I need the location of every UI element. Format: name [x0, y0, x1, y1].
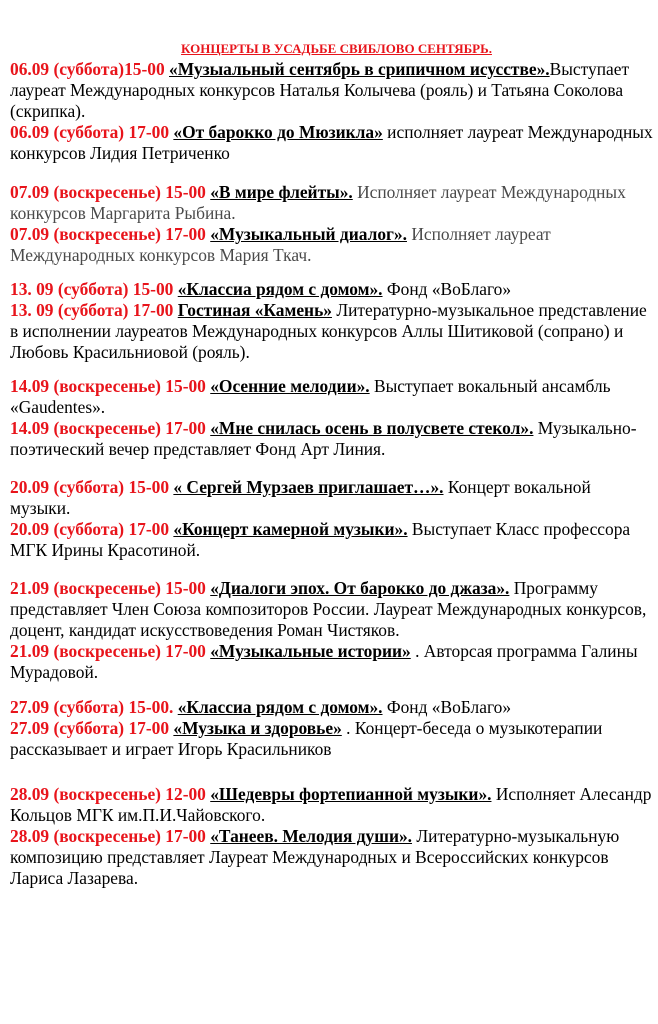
concert-description: Концерт вокальной музыки.	[10, 477, 591, 518]
concert-entry	[10, 784, 655, 826]
concert-title: «Музыка и здоровье»	[173, 718, 342, 738]
concert-description: Фонд «ВоБлаго»	[382, 697, 512, 717]
concert-description: Литературно-музыкальную композицию представляет Лауреат Международных и Всероссийских конкурсов Лариса Лазарева.	[10, 826, 620, 888]
concert-title: «В мире флейты».	[210, 182, 353, 202]
concert-entry	[10, 300, 655, 363]
concert-description: . Концерт-беседа о музыкотерапии рассказывает и играет Игорь Красильников	[10, 718, 603, 759]
concert-title: « Сергей Мурзаев приглашает…».	[173, 477, 444, 497]
concert-title: «Диалоги эпох. От барокко до джаза».	[210, 578, 510, 598]
concert-date: 21.09 (воскресенье) 15-00	[10, 578, 206, 598]
concert-date: 20.09 (суббота) 17-00	[10, 519, 170, 539]
concert-day-group	[10, 279, 655, 363]
concert-date: 21.09 (воскресенье) 17-00	[10, 641, 206, 661]
concert-title: «Танеев. Мелодия души».	[210, 826, 413, 846]
concert-day-group	[10, 182, 655, 266]
concert-description: Музыкально-поэтический вечер представляет Фонд Арт Линия.	[10, 418, 637, 459]
separator: .	[169, 697, 178, 717]
schedule-list	[10, 59, 655, 889]
concert-description: . Авторсая программа Галины Мурадовой.	[10, 641, 638, 682]
concert-date: 13. 09 (суббота) 17-00	[10, 300, 174, 320]
concert-description: Исполняет лауреат Международных конкурсов Мария Ткач.	[10, 224, 551, 265]
concert-entry	[10, 826, 655, 889]
concert-date: 28.09 (воскресенье) 12-00	[10, 784, 206, 804]
concert-description: исполняет лауреат Международных конкурсов Лидия Петриченко	[10, 122, 653, 163]
concert-description: Исполняет лауреат Международных конкурсов Маргарита Рыбина.	[10, 182, 626, 223]
concert-title: «Мне снилась осень в полусвете стекол».	[210, 418, 534, 438]
concert-entry	[10, 697, 655, 718]
concert-description: Выступает лауреат Международных конкурсов Наталья Колычева (рояль) и Татьяна Соколова (скрипка).	[10, 59, 630, 121]
concert-entry	[10, 519, 655, 561]
concert-schedule	[10, 40, 655, 889]
concert-day-group	[10, 697, 655, 760]
concert-title: Гостиная «Камень»	[177, 300, 332, 320]
concert-date: 14.09 (воскресенье) 15-00	[10, 376, 206, 396]
concert-entry	[10, 477, 655, 519]
concert-entry	[10, 418, 655, 460]
concert-entry	[10, 224, 655, 266]
concert-entry	[10, 59, 655, 122]
concert-entry	[10, 641, 655, 683]
concert-entry	[10, 376, 655, 418]
concert-entry	[10, 718, 655, 760]
concert-entry	[10, 122, 655, 164]
concert-title: «Классиа рядом с домом».	[177, 279, 383, 299]
concert-description: Программу представляет Член Союза композиторов России. Лауреат Международных конкурсов, доцент, кандидат искусствоведения Роман Чистяков.	[10, 578, 647, 640]
concert-title: «От барокко до Мюзикла»	[173, 122, 383, 142]
concert-day-group	[10, 376, 655, 460]
concert-date: 27.09 (суббота) 15-00	[10, 697, 170, 717]
concert-entry	[10, 279, 655, 300]
concert-title: «Классиа рядом с домом».	[177, 697, 383, 717]
concert-date: 07.09 (воскресенье) 17-00	[10, 224, 206, 244]
concert-date: 20.09 (суббота) 15-00	[10, 477, 170, 497]
concert-description: Фонд «ВоБлаго»	[382, 279, 512, 299]
concert-day-group	[10, 59, 655, 164]
concert-description: Исполняет Алесандр Кольцов МГК им.П.И.Чайовского.	[10, 784, 652, 825]
concert-title: «Концерт камерной музыки».	[173, 519, 408, 539]
concert-day-group	[10, 477, 655, 561]
concert-title: «Шедевры фортепианной музыки».	[210, 784, 492, 804]
concert-date: 06.09 (суббота) 17-00	[10, 122, 170, 142]
concert-entry	[10, 182, 655, 224]
concert-date: 07.09 (воскресенье) 15-00	[10, 182, 206, 202]
page-title: КОНЦЕРТЫ В УСАДЬБЕ СВИБЛОВО СЕНТЯБРЬ.	[181, 41, 492, 56]
concert-entry	[10, 578, 655, 641]
concert-date: 28.09 (воскресенье) 17-00	[10, 826, 206, 846]
concert-title: «Осенние мелодии».	[210, 376, 370, 396]
concert-title: «Музыкальные истории»	[210, 641, 411, 661]
concert-description: Литературно-музыкальное представление в исполнении лауреатов Международных конкурсов Аллы Шитиковой (сопрано) и Любовь Красильниовой (рояль).	[10, 300, 647, 362]
concert-date: 14.09 (воскресенье) 17-00	[10, 418, 206, 438]
concert-description: Выступает вокальный ансамбль «Gaudentes».	[10, 376, 611, 417]
concert-date: 13. 09 (суббота) 15-00	[10, 279, 174, 299]
concert-title: «Музыкальный диалог».	[210, 224, 407, 244]
concert-description: Выступает Класс профессора МГК Ирины Красотиной.	[10, 519, 631, 560]
concert-day-group	[10, 784, 655, 889]
concert-date: 06.09 (суббота)15-00	[10, 59, 165, 79]
concert-day-group	[10, 578, 655, 683]
concert-title: «Музыальный сентябрь в срипичном исусстве».	[169, 59, 550, 79]
concert-date: 27.09 (суббота) 17-00	[10, 718, 170, 738]
